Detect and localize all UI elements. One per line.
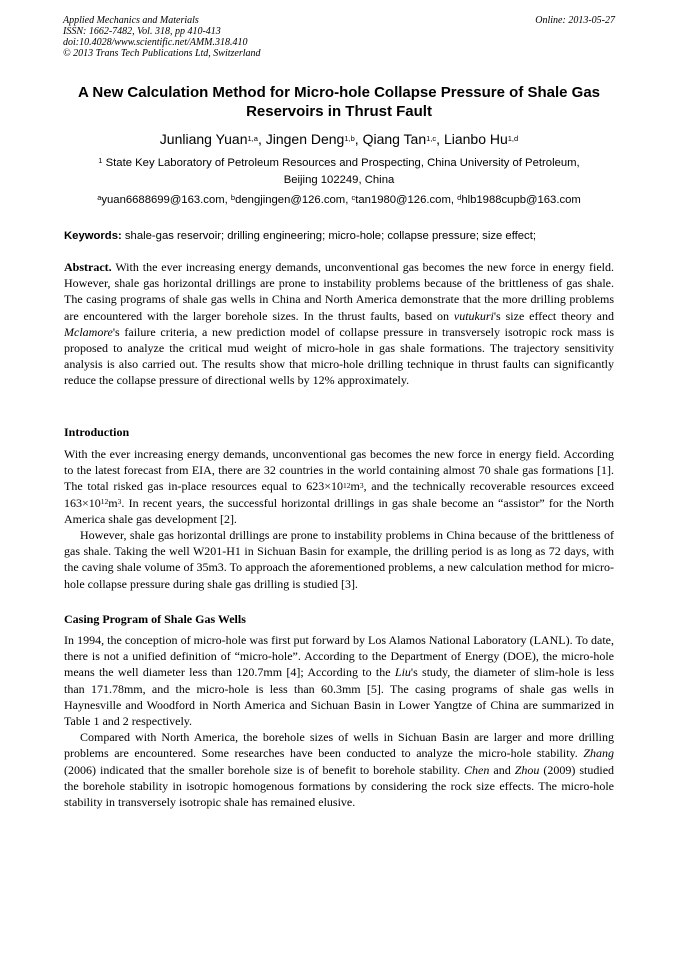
keywords-text: shale-gas reservoir; drilling engineering; micro-hole; collapse pressure; size effect;: [124, 230, 536, 242]
author-name: Junliang Yuan: [159, 131, 248, 147]
issn-line: ISSN: 1662-7482, Vol. 318, pp 410-413: [63, 26, 221, 37]
introduction-body: [64, 446, 614, 592]
abstract: Abstract. With the ever increasing energy demands, unconventional gas becomes the new force in energy field. However, shale gas horizontal drillings are prone to instability problems because of the brittleness of gas shale. The casing programs of shale gas wells in China and North America demonstrate that the more drilling problems are encountered with the larger borehole sizes. In the thrust faults, based on vutukuri's size effect theory and Mclamore's failure criteria, a new prediction model of collapse pressure in transversely isotropic rock mass is proposed to analyze the critical mud weight of micro-hole in gas shale formations. The trajectory sensitivity analysis is also carried out. The results show that micro-hole drilling technique in thrust faults can significantly reduce the collapse pressure of directional wells by 12% approximately.: [64, 260, 615, 388]
affiliation-sup: 1: [98, 156, 103, 166]
email-link[interactable]: dengjingen@126.com: [235, 194, 346, 206]
author-list: Junliang Yuan$^{1,a}$, Jingen Deng$^{1,b}$, Qiang Tan$^{1,c}$, Lianbo Hu$^{1,d}$: [159, 131, 519, 147]
author-sup: 1,a: [247, 134, 258, 144]
journal-meta: [63, 15, 261, 59]
paragraph: However, shale gas horizontal drillings are prone to instability problems in China because of the brittleness of gas shale. Taking the well W201-H1 in Sichuan Basin for example, the drilling period is as long as 72 days, with the caving shale volume of 35m3. To approach the aforementioned problems, a new calculation method for micro-hole collapse pressure during shale gas drilling is studied [3].: [64, 528, 614, 591]
email-list: $^a$yuan6688699@163.com, $^b$dengjingen@126.com, $^c$tan1980@126.com, $^d$hlb1988cupb@163.com: [97, 193, 581, 206]
paragraph: With the ever increasing energy demands, unconventional gas becomes the new force in energy field. According to the latest forecast from EIA, there are 32 countries in the world containing almost 70 shale gas formations [1]. The total risked gas in-place resources equal to $623\times 10^{12}m^3$, and the technically recoverable resources exceed $163\times 10^{12}m^3$. In recent years, the successful horizontal drillings in gas shale become an “assistor” for the North America shale gas development [2].: [64, 447, 614, 526]
affiliation-line-1: $^1$ State Key Laboratory of Petroleum Resources and Prospecting, China University of Petroleum,: [98, 156, 580, 169]
section-heading-introduction: Introduction: [64, 425, 130, 439]
casing-body: [64, 632, 614, 810]
email-link[interactable]: yuan6688699@163.com: [101, 194, 225, 206]
affiliation-line-2: Beijing 102249, China: [283, 174, 395, 186]
doi-line: doi:10.4028/www.scientific.net/AMM.318.410: [63, 37, 248, 48]
author-sup: 1,b: [344, 134, 355, 144]
copyright-line: © 2013 Trans Tech Publications Ltd, Switzerland: [63, 48, 261, 59]
email-link[interactable]: hlb1988cupb@163.com: [461, 194, 581, 206]
online-date: Online: 2013-05-27: [535, 15, 615, 26]
abstract-label: Abstract.: [64, 260, 112, 274]
author-name: Qiang Tan: [362, 131, 427, 147]
keywords: [64, 229, 624, 243]
author-name: Jingen Deng: [265, 131, 345, 147]
section-heading-casing: Casing Program of Shale Gas Wells: [64, 612, 246, 626]
affiliation: [60, 155, 618, 189]
author-sup: 1,d: [507, 134, 519, 144]
paragraph: In 1994, the conception of micro-hole was first put forward by Los Alamos National Laboratory (LANL). To date, there is not a unified definition of “micro-hole”. According to the Department of Energy (DOE), the micro-hole means the well diameter less than 120.7mm [4]; According to the Liu's study, the diameter of slim-hole is less than 171.78mm, and the micro-hole is less than 60.3mm [5]. The casing programs of shale gas wells in Haynesville and Woodford in North America and Sichuan Basin in Lower Yangtze of China are summarized in Table 1 and 2 respectively.: [64, 633, 615, 729]
paragraph: Compared with North America, the borehole sizes of wells in Sichuan Basin are larger and more drilling problems are encountered. Some researches have been conducted to analyze the micro-hole stability. Zhang (2006) indicated that the smaller borehole size is of benefit to borehole stability. Chen and Zhou (2009) studied the borehole stability in isotropic homogenous formations by considering the rock size effects. The micro-hole stability in transversely isotropic shale has remained elusive.: [64, 730, 615, 810]
journal-name: Applied Mechanics and Materials: [63, 15, 199, 26]
paper-title: A New Calculation Method for Micro-hole Collapse Pressure of Shale Gas Reservoirs in Thrust Fault: [77, 84, 601, 120]
email-link[interactable]: tan1980@126.com: [355, 194, 451, 206]
author-name: Lianbo Hu: [443, 131, 508, 147]
author-sup: 1,c: [426, 134, 437, 144]
keywords-label: Keywords:: [64, 230, 122, 242]
